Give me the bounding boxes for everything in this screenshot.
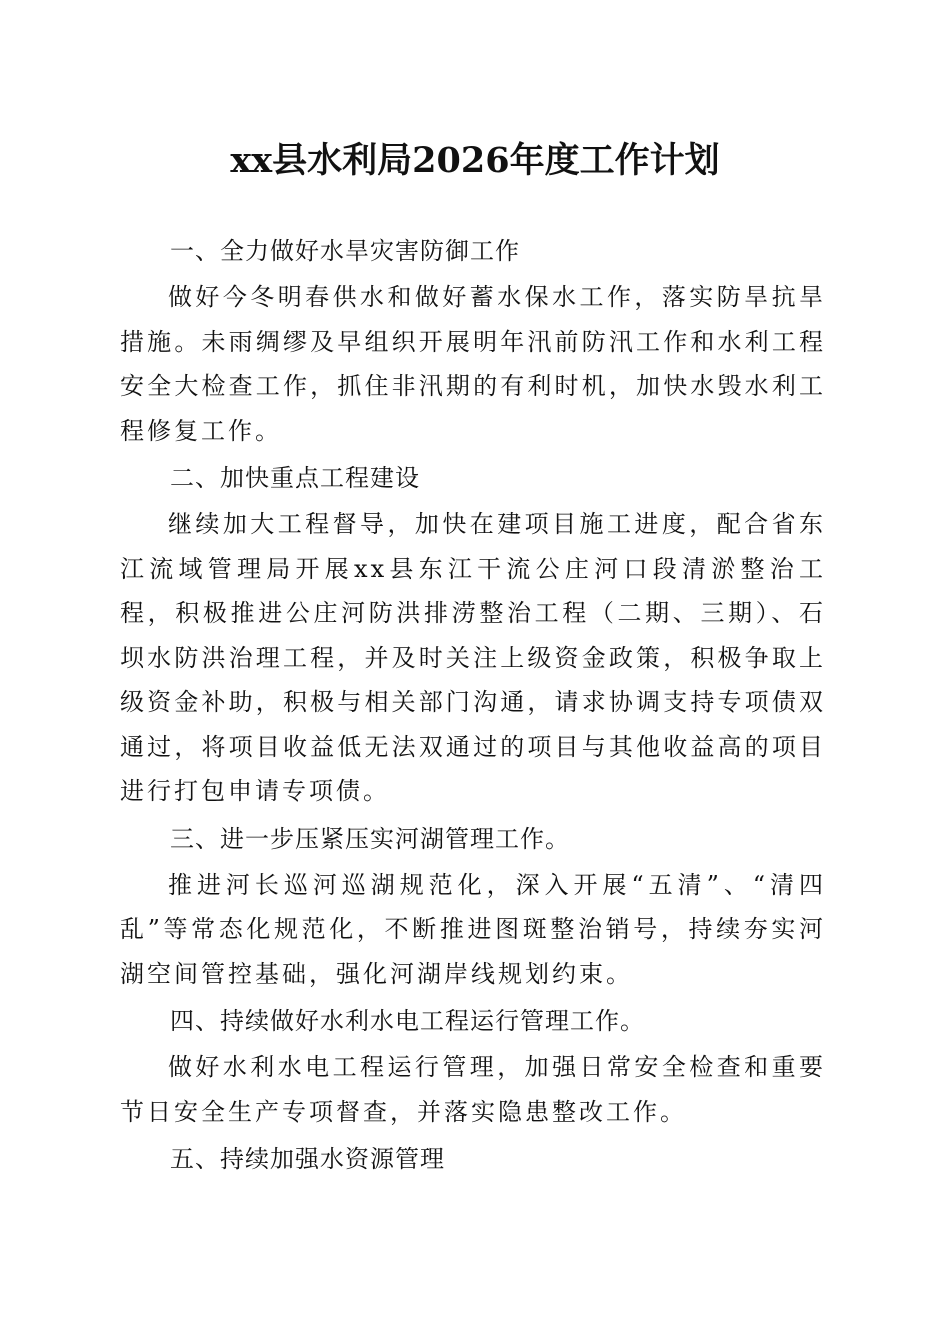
section-3-heading: 三、进一步压紧压实河湖管理工作。 (170, 824, 570, 853)
document-title: xx县水利局2026年度工作计划 (230, 140, 720, 181)
section-1-paragraph: 做好今冬明春供水和做好蓄水保水工作，落实防旱抗旱措施。未雨绸缪及早组织开展明年汛前防汛工作和水利工程安全大检查工作，抓住非汛期的有利时机，加快水毁水利工程修复工作。 (120, 283, 826, 445)
section-4-paragraph: 做好水利水电工程运行管理，加强日常安全检查和重要节日安全生产专项督查，并落实隐患整改工作。 (120, 1053, 826, 1126)
section-2-paragraph: 继续加大工程督导，加快在建项目施工进度，配合省东江流域管理局开展xx县东江干流公庄河口段清淤整治工程，积极推进公庄河防洪排涝整治工程（二期、三期）、石坝水防洪治理工程，并及时关注上级资金政策，积极争取上级资金补助，积极与相关部门沟通，请求协调支持专项债双通过，将项目收益低无法双通过的项目与其他收益高的项目进行打包申请专项债。 (120, 510, 826, 805)
document-body (120, 228, 826, 1183)
section-4-heading: 四、持续做好水利水电工程运行管理工作。 (170, 1007, 645, 1035)
section-2-heading: 二、加快重点工程建设 (170, 464, 420, 492)
section-3-paragraph: 推进河长巡河巡湖规范化，深入开展“五清”、“清四乱”等常态化规范化，不断推进图斑整治销号，持续夯实河湖空间管控基础，强化河湖岸线规划约束。 (120, 870, 826, 988)
section-5-heading: 五、持续加强水资源管理 (170, 1145, 445, 1173)
section-1-heading: 一、全力做好水旱灾害防御工作 (170, 237, 520, 265)
